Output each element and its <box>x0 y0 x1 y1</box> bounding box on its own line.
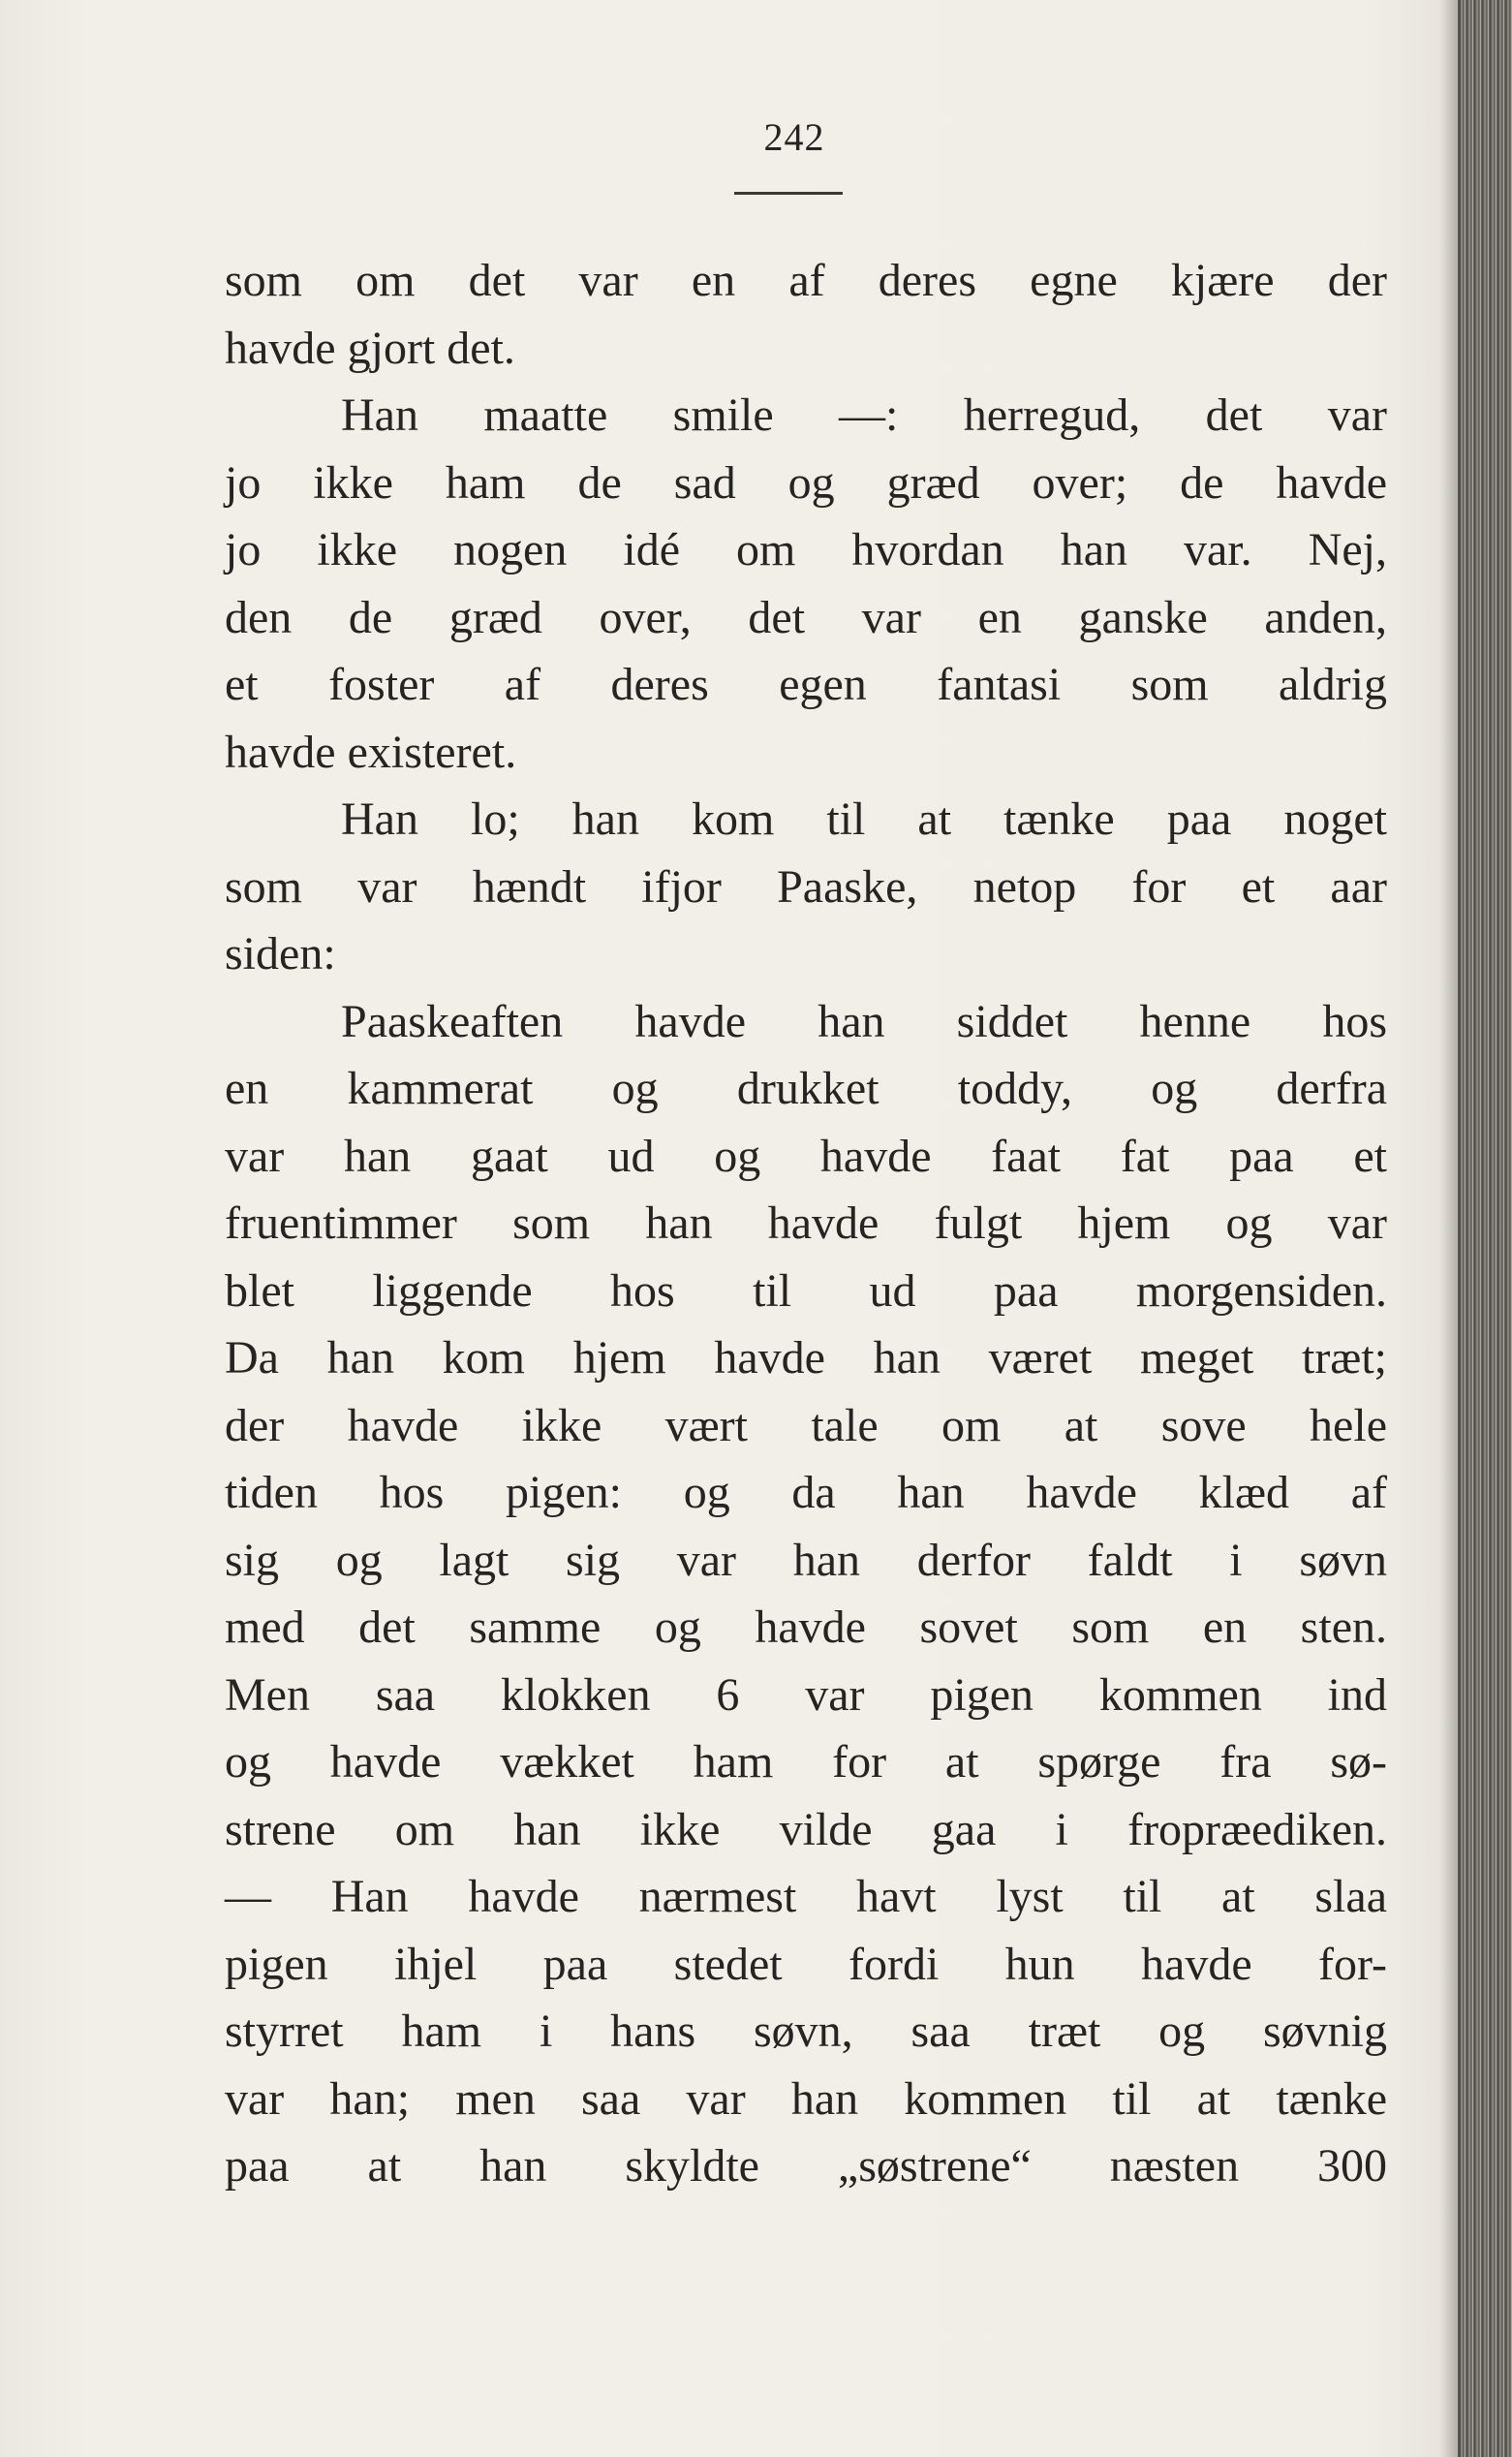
text-line: en kammerat og drukket toddy, og derfra <box>225 1063 1387 1114</box>
text-line: som om det var en af deres egne kjære der <box>225 255 1387 306</box>
text-line: siden: <box>225 928 336 980</box>
text-line: paa at han skyldte „søstrene“ næsten 300 <box>225 2140 1387 2192</box>
body-text <box>225 247 1387 2200</box>
text-line: som var hændt ifjor Paaske, netop for et aar <box>225 860 1387 913</box>
text-line: der havde ikke vært tale om at sove hele <box>225 1399 1387 1451</box>
text-line: havde existeret. <box>225 726 517 778</box>
text-line: Han lo; han kom til at tænke paa noget <box>341 793 1387 845</box>
text-line: — Han havde nærmest havt lyst til at slaa <box>225 1871 1387 1922</box>
book-edge <box>1458 0 1512 2457</box>
text-line: Da han kom hjem havde han været meget træt; <box>225 1332 1387 1384</box>
text-line: den de græd over, det var en ganske anden, <box>225 591 1387 643</box>
text-line: sig og lagt sig var han derfor faldt i søvn <box>225 1534 1387 1586</box>
text-line: Han maatte smile —: herregud, det var <box>341 389 1387 441</box>
text-line: havde gjort det. <box>225 322 515 374</box>
text-line: jo ikke ham de sad og græd over; de havde <box>225 456 1387 509</box>
text-line: var han gaat ud og havde faat fat paa et <box>225 1130 1387 1182</box>
text-line: var han; men saa var han kommen til at tænke <box>225 2072 1387 2125</box>
text-line: Paaskeaften havde han siddet henne hos <box>341 995 1387 1047</box>
page-number: 242 <box>763 115 825 159</box>
text-line: og havde vækket ham for at spørge fra sø- <box>225 1736 1387 1788</box>
page-number-rule <box>734 192 843 195</box>
text-line: jo ikke nogen idé om hvordan han var. Nej, <box>225 524 1387 575</box>
text-line: blet liggende hos til ud paa morgensiden. <box>225 1264 1387 1317</box>
text-line: et foster af deres egen fantasi som aldrig <box>225 659 1387 710</box>
text-line: styrret ham i hans søvn, saa træt og søvnig <box>225 2006 1387 2057</box>
text-line: fruentimmer som han havde fulgt hjem og var <box>225 1197 1387 1249</box>
text-line: med det samme og havde sovet som en sten. <box>225 1602 1387 1653</box>
text-line: pigen ihjel paa stedet fordi hun havde for- <box>225 1938 1387 1990</box>
text-line: tiden hos pigen: og da han havde klæd af <box>225 1467 1387 1518</box>
text-line: strene om han ikke vilde gaa i fropræediken. <box>225 1803 1387 1855</box>
text-line: Men saa klokken 6 var pigen kommen ind <box>225 1668 1387 1721</box>
